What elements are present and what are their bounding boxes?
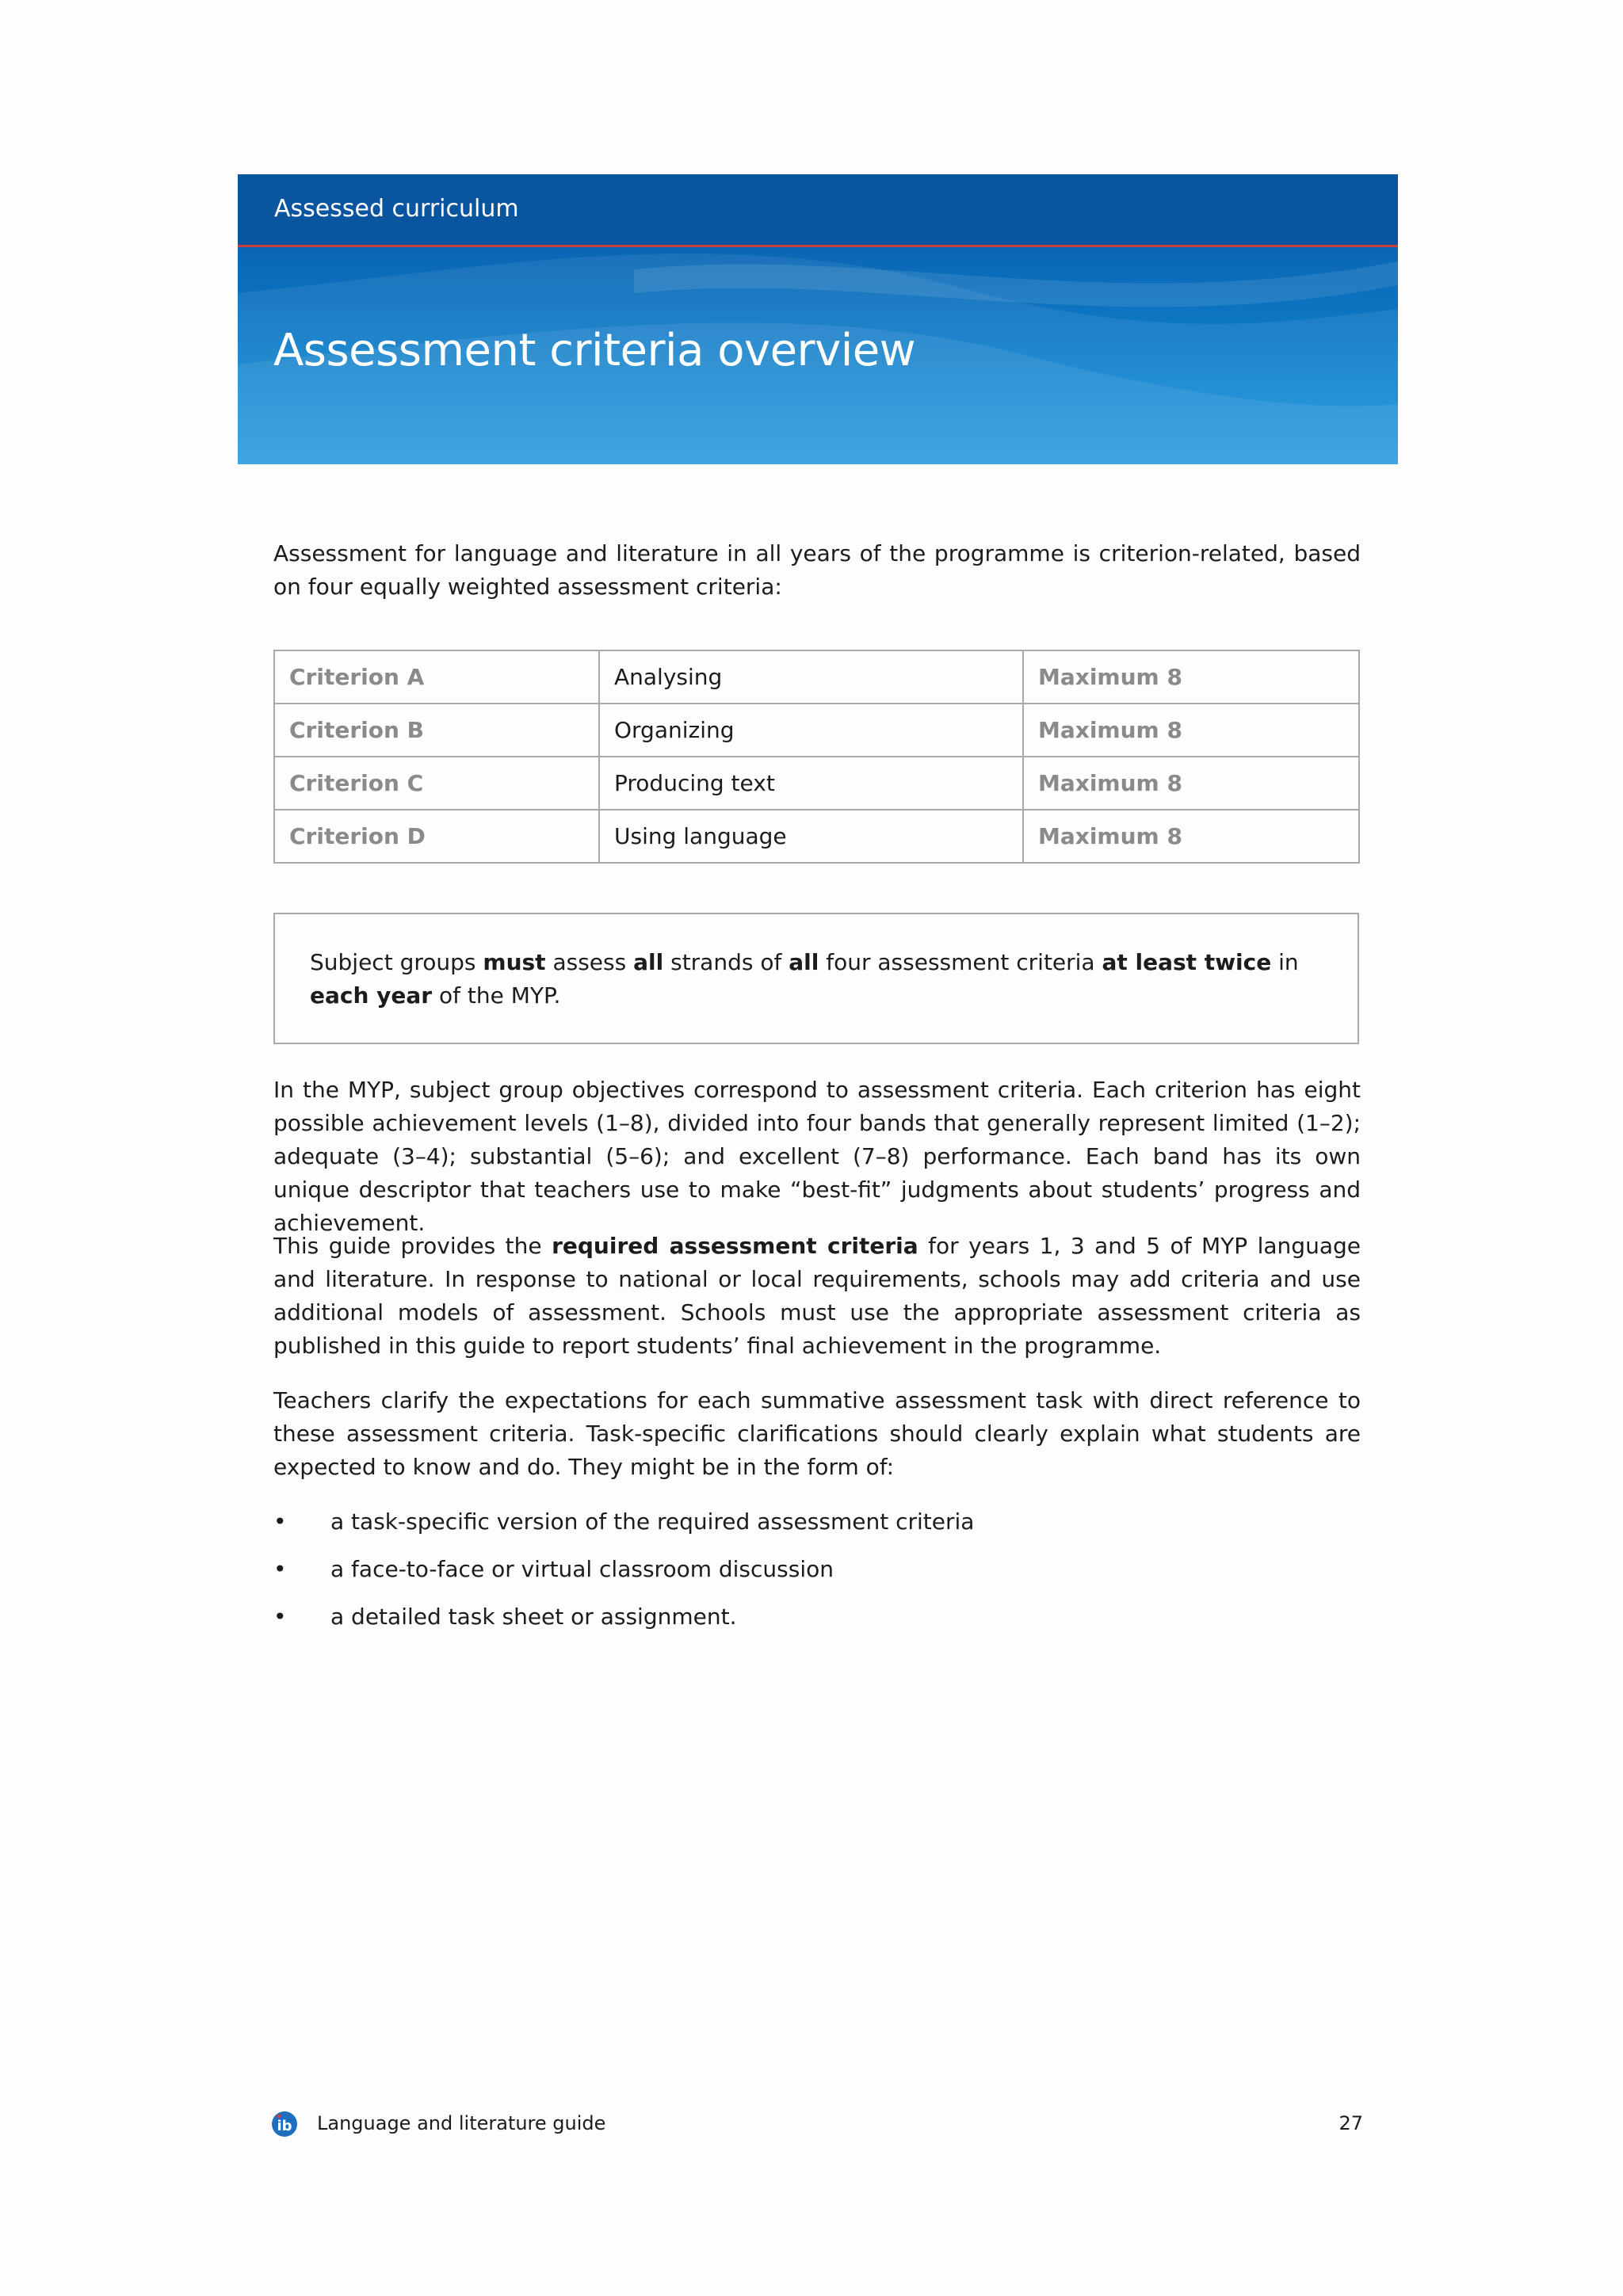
paragraph-block-1	[273, 1074, 1361, 1240]
criterion-maximum: Maximum 8	[1023, 704, 1359, 757]
list-item	[273, 1600, 974, 1648]
intro-paragraph-block	[273, 537, 1361, 604]
logo-text: ib	[277, 2118, 292, 2134]
criterion-name: Analysing	[599, 650, 1023, 704]
list-item	[273, 1505, 974, 1553]
paragraph-block-2	[273, 1230, 1361, 1363]
table-row	[274, 650, 1359, 704]
body-paragraph-levels: In the MYP, subject group objectives correspond to assessment criteria. Each criterion has eight possible achievement levels (1–8), divided into four bands that generally represent limited (1–2); adequate (3–4); substantial (5–6); and excellent (7–8) performance. Each band has its own unique descriptor that teachers use to make “best-fit” judgments about students’ progress and achievement.	[273, 1077, 1361, 1236]
section-label: Assessed curriculum	[274, 195, 519, 223]
note-text: four assessment criteria	[819, 949, 1102, 975]
body-paragraph-teachers: Teachers clarify the expectations for each summative assessment task with direct reference to these assessment criteria. Task-specific clarifications should clearly explain what students are expected to know and do. They might be in the form of:	[273, 1387, 1361, 1480]
list-item-text: a task-specific version of the required assessment criteria	[330, 1508, 975, 1535]
paragraph-block-3	[273, 1384, 1361, 1484]
note-text: assess	[545, 949, 634, 975]
intro-paragraph: Assessment for language and literature in all years of the programme is criterion-related, based on four equally weighted assessment criteria:	[273, 540, 1361, 600]
criterion-label: Criterion C	[274, 757, 599, 810]
note-emphasis: all	[633, 949, 664, 975]
table-row	[274, 704, 1359, 757]
criterion-maximum: Maximum 8	[1023, 757, 1359, 810]
list-item-text: a face-to-face or virtual classroom discussion	[330, 1556, 834, 1582]
note-emphasis: each year	[310, 982, 433, 1009]
ib-logo-icon	[271, 2111, 298, 2138]
note-text: strands of	[663, 949, 789, 975]
page-number: 27	[1338, 2112, 1363, 2134]
note-text: of the MYP.	[432, 982, 561, 1009]
criterion-maximum: Maximum 8	[1023, 810, 1359, 863]
criterion-label: Criterion B	[274, 704, 599, 757]
body-paragraph-guide	[273, 1230, 1361, 1363]
note-emphasis: must	[483, 949, 546, 975]
requirement-note-text	[310, 946, 1323, 1013]
paragraph-emphasis: required assessment criteria	[552, 1233, 918, 1259]
note-text: Subject groups	[310, 949, 483, 975]
table-row	[274, 757, 1359, 810]
bullet-icon: •	[273, 1604, 287, 1630]
criterion-maximum: Maximum 8	[1023, 650, 1359, 704]
criterion-name: Producing text	[599, 757, 1023, 810]
criterion-name: Using language	[599, 810, 1023, 863]
table-row	[274, 810, 1359, 863]
criterion-label: Criterion A	[274, 650, 599, 704]
page-footer	[271, 2109, 1363, 2141]
note-emphasis: at least twice	[1102, 949, 1272, 975]
requirement-note-box	[273, 913, 1359, 1044]
note-text: in	[1271, 949, 1299, 975]
criterion-name: Organizing	[599, 704, 1023, 757]
list-item	[273, 1553, 974, 1600]
list-item-text: a detailed task sheet or assignment.	[330, 1604, 737, 1630]
header-banner	[238, 174, 1398, 464]
criterion-label: Criterion D	[274, 810, 599, 863]
guide-name: Language and literature guide	[317, 2112, 606, 2134]
clarification-forms-list	[273, 1505, 974, 1648]
bullet-icon: •	[273, 1508, 287, 1535]
paragraph-text: for years 1, 3 and 5 of MYP language and literature. In response to national or local requirements, schools may add criteria and use additional models of assessment. Schools must use the appropriate assessment criteria as published in this guide to report students’ final achievement in the programme.	[273, 1233, 1361, 1359]
note-emphasis: all	[789, 949, 819, 975]
bullet-icon: •	[273, 1556, 287, 1582]
paragraph-text: This guide provides the	[273, 1233, 552, 1259]
page-title: Assessment criteria overview	[273, 325, 916, 376]
criteria-table	[273, 650, 1360, 864]
